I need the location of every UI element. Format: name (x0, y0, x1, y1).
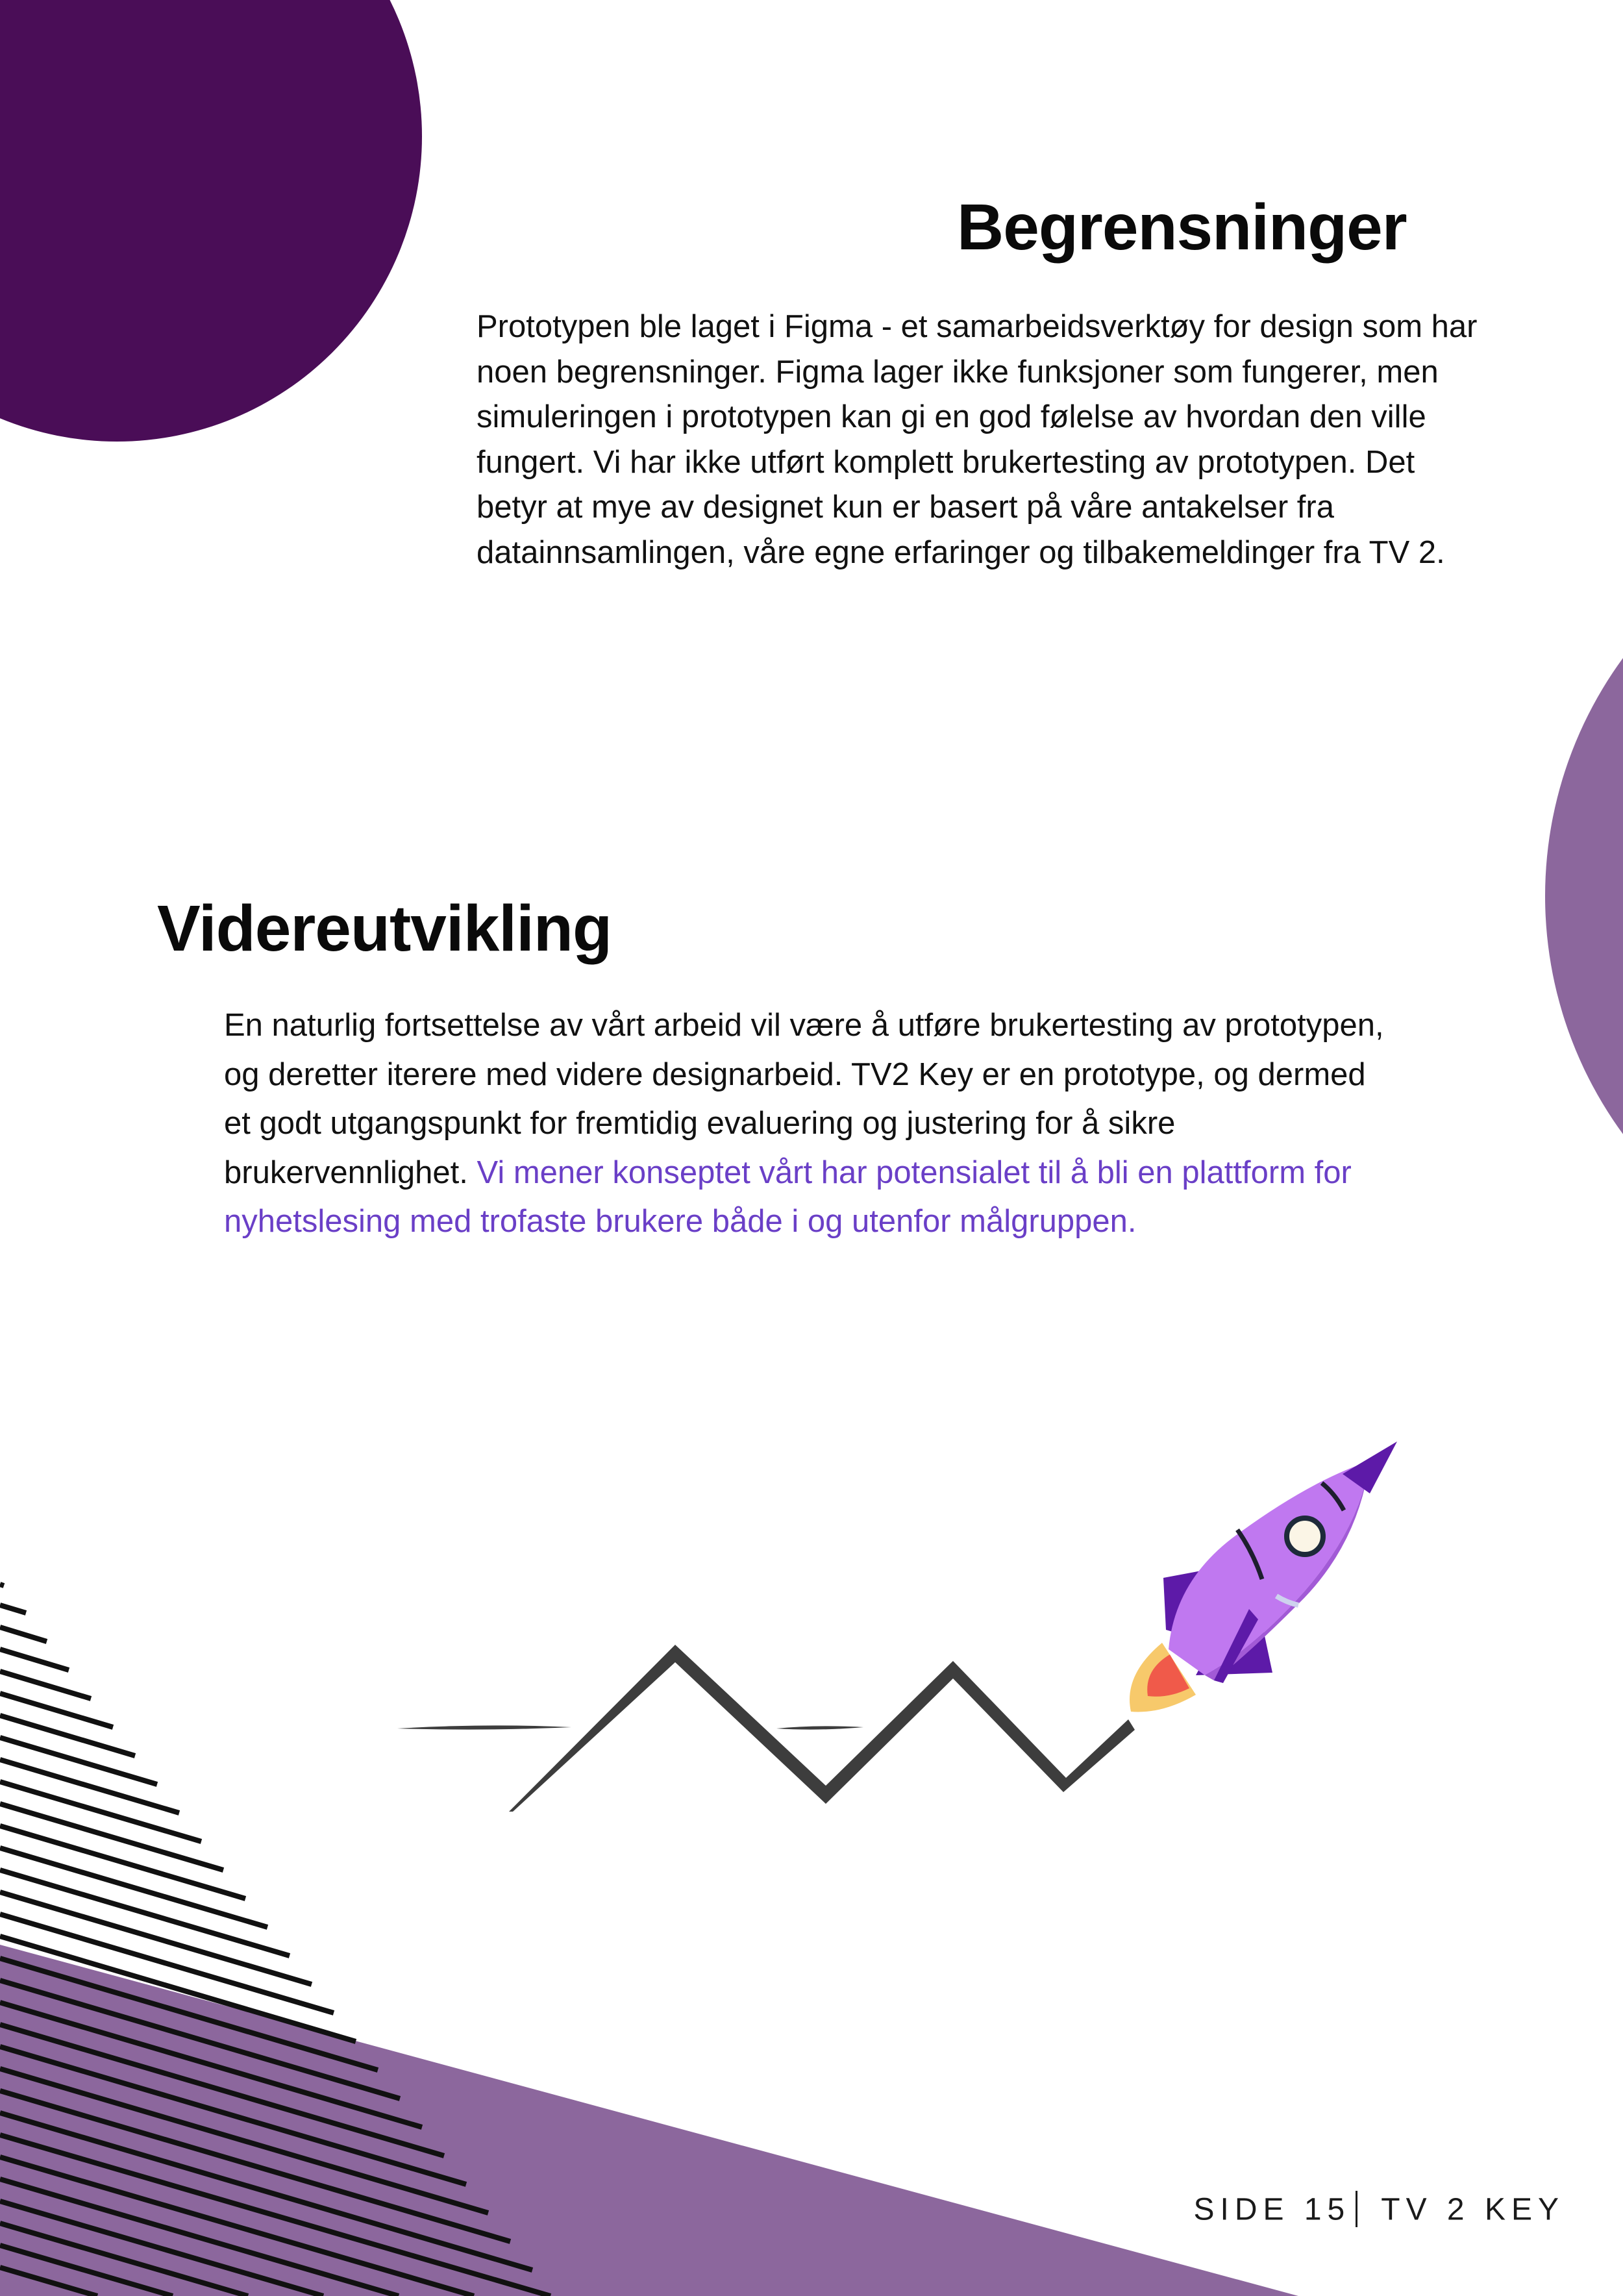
footer-separator (1356, 2191, 1357, 2227)
rocket-icon (1130, 1441, 1397, 1712)
page-number: SIDE 15 (1193, 2192, 1351, 2227)
further-development-heading: Videreutvikling (157, 892, 612, 965)
top-left-circle (0, 0, 422, 442)
zigzag-trail (397, 1645, 1135, 1812)
further-development-highlight: Vi mener konseptet vårt har potensialet til å bli en plattform for nyhetslesing med trofaste brukere både i og utenfor målgruppen. (224, 1154, 1352, 1239)
page-footer (1193, 2193, 1565, 2230)
limitations-paragraph: Prototypen ble laget i Figma - et samarbeidsverktøy for design som har noen begrensninger. Figma lager ikke funksjoner som fungerer, men simuleringen i prototypen kan gi en god følelse av hvordan den ville fungert. Vi har ikke utført komplett brukertesting av prototypen. Det betyr at mye av designet kun er basert på våre antakelser fra datainnsamlingen, våre egne erfaringer og tilbakemeldinger fra TV 2. (477, 309, 1478, 570)
document-label: TV 2 KEY (1381, 2192, 1565, 2227)
limitations-heading: Begrensninger (957, 191, 1407, 264)
right-circle (1545, 493, 1623, 1299)
further-development-paragraph (224, 1001, 1393, 1247)
further-development-body: En naturlig fortsettelse av vårt arbeid vil være å utføre brukertesting av prototypen, og deretter iterere med videre designarbeid. TV2 Key er en prototype, og dermed et godt utgangspunkt for fremtidig evaluering og justering for å sikre brukervennlighet. (224, 1008, 1384, 1190)
bottom-purple-shape (0, 1945, 1298, 2296)
